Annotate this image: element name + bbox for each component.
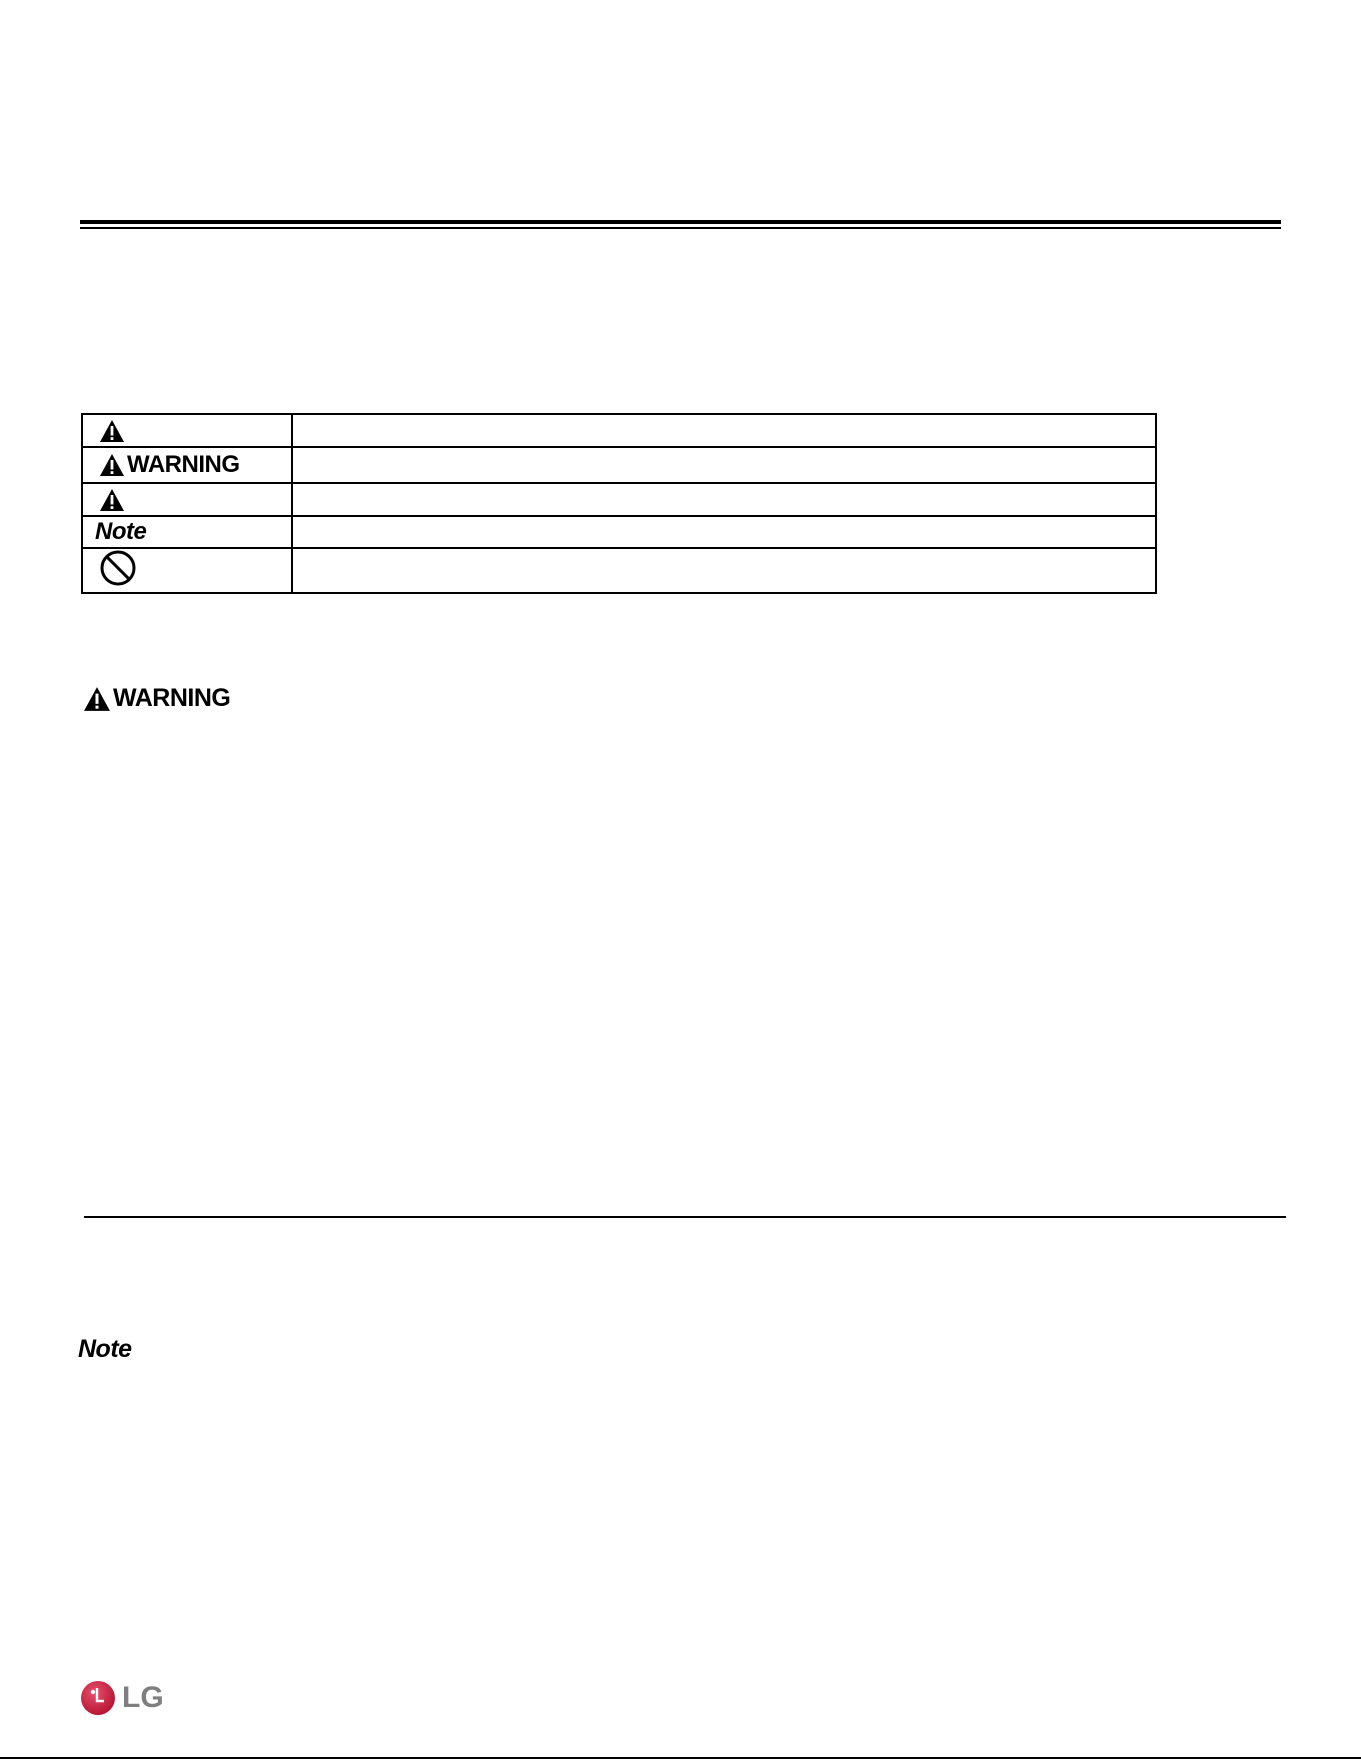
- legend-note-label: Note: [95, 518, 147, 545]
- legend-symbol-cell: [82, 483, 292, 516]
- legend-warning-label: WARNING: [127, 451, 240, 478]
- legend-description-cell: [292, 516, 1156, 548]
- warning-section-heading: [83, 684, 230, 713]
- top-rule-thin-line: [80, 227, 1281, 229]
- legend-symbol-cell: [82, 447, 292, 483]
- legend-row-note: [82, 516, 1156, 548]
- lg-logo: [80, 1680, 164, 1716]
- lg-logo-wordmark: LG: [122, 1681, 164, 1714]
- warning-heading-label: WARNING: [113, 684, 231, 712]
- legend-symbol-cell: [82, 414, 292, 447]
- bottom-page-rule: [0, 1757, 1361, 1759]
- legend-description-cell: [292, 548, 1156, 593]
- top-rule-thick-line: [80, 220, 1281, 224]
- legend-row-caution: [82, 483, 1156, 516]
- note-heading-label: Note: [78, 1335, 132, 1363]
- legend-description-cell: [292, 414, 1156, 447]
- top-double-rule: [80, 220, 1281, 230]
- legend-row-prohibited: [82, 548, 1156, 593]
- warning-triangle-icon: [99, 453, 125, 477]
- warning-triangle-icon: [99, 419, 125, 443]
- section-divider-rule: [84, 1216, 1286, 1218]
- symbol-legend-table: [81, 413, 1157, 594]
- warning-triangle-icon: [83, 686, 111, 712]
- legend-row-danger: [82, 414, 1156, 447]
- note-section-heading: [78, 1335, 132, 1364]
- legend-description-cell: [292, 483, 1156, 516]
- legend-symbol-cell: [82, 516, 292, 548]
- warning-triangle-icon: [99, 488, 125, 512]
- lg-logo-mark-icon: [80, 1680, 116, 1716]
- prohibited-icon: [99, 549, 137, 587]
- legend-symbol-cell: [82, 548, 292, 593]
- legend-description-cell: [292, 447, 1156, 483]
- legend-row-warning: [82, 447, 1156, 483]
